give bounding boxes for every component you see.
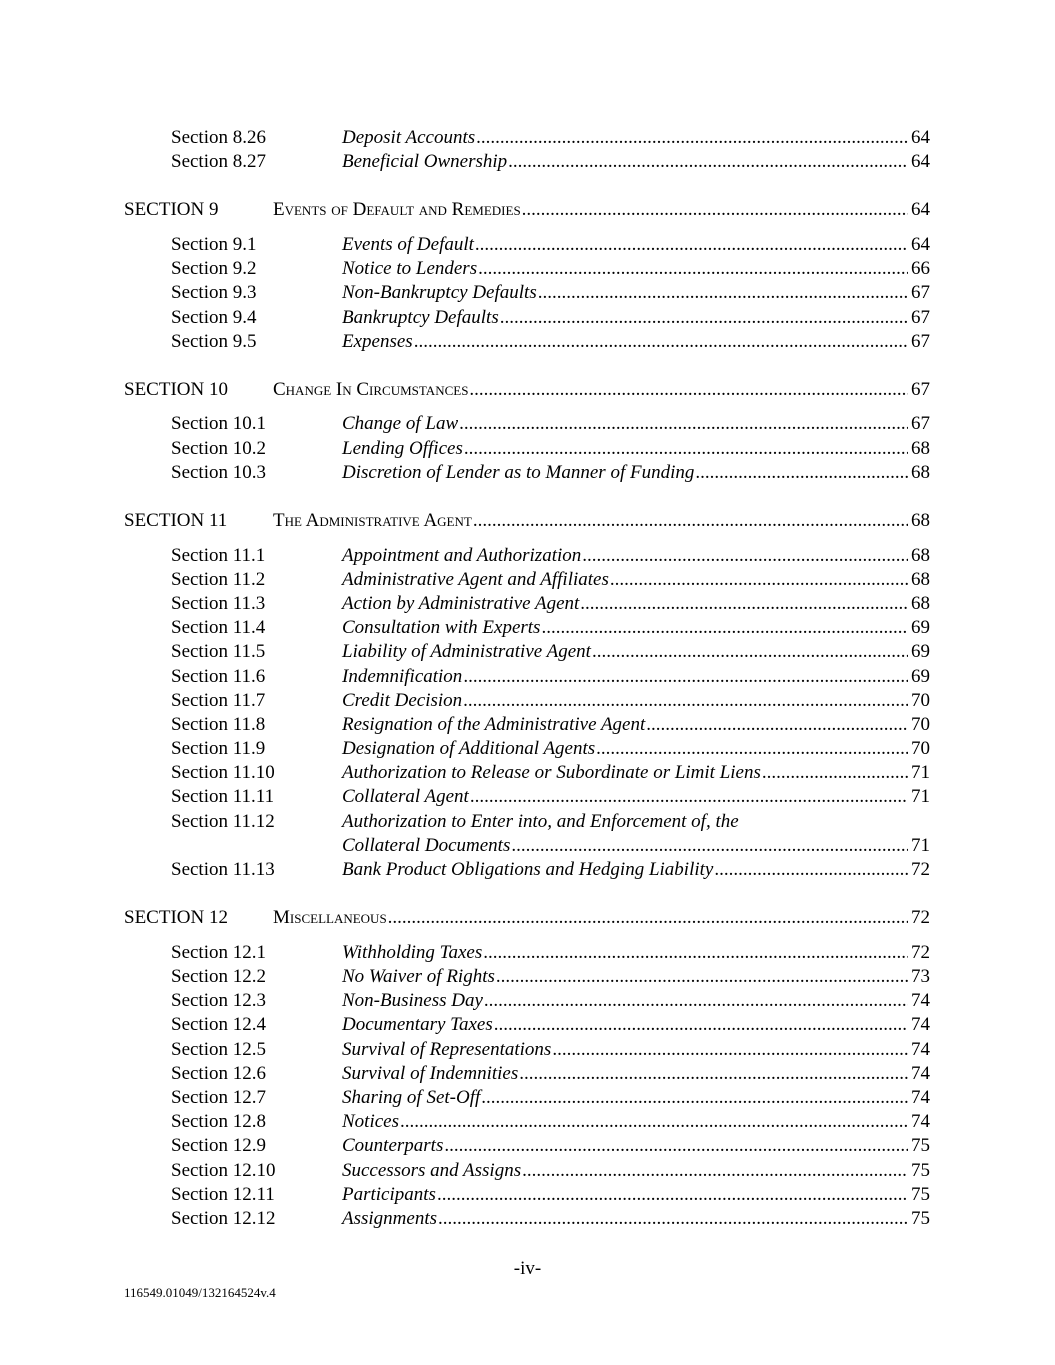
section-number: SECTION 12 xyxy=(124,907,228,929)
dot-leader xyxy=(522,198,908,222)
toc-entry-page: 72 xyxy=(911,859,930,881)
toc-entry-title: No Waiver of Rights xyxy=(342,966,495,987)
toc-entry xyxy=(124,989,930,1013)
toc-entry-title: Administrative Agent and Affiliates xyxy=(342,568,609,590)
toc-entry xyxy=(124,1159,930,1183)
toc-entry-number: Section 9.5 xyxy=(171,330,257,352)
dot-leader xyxy=(580,592,908,616)
toc-entry xyxy=(124,616,930,640)
toc-entry-number: Section 9.1 xyxy=(171,233,257,255)
toc-entry xyxy=(124,150,930,174)
dot-leader xyxy=(592,640,908,664)
document-id: 116549.01049/132164524v.4 xyxy=(124,1285,276,1300)
toc-entry xyxy=(124,1062,930,1086)
toc-entry xyxy=(124,281,930,305)
toc-entry-title: Notices xyxy=(342,1111,399,1133)
dot-leader xyxy=(414,330,908,354)
toc-entry-number: Section 11.10 xyxy=(171,762,275,784)
section-title: The Administrative Agent xyxy=(273,509,472,531)
toc-entry-number: Section 12.9 xyxy=(171,1135,266,1157)
toc-entry-number: Section 8.26 xyxy=(171,127,266,148)
section-title: Miscellaneous xyxy=(273,907,387,929)
dot-leader xyxy=(610,568,908,592)
toc-section-heading xyxy=(124,198,930,222)
toc-entry-number: Section 9.2 xyxy=(171,258,257,280)
dot-leader xyxy=(508,150,908,174)
toc-entry-page: 67 xyxy=(911,282,930,304)
toc-entry-page: 71 xyxy=(911,834,930,856)
dot-leader xyxy=(438,1207,908,1231)
section-number: SECTION 9 xyxy=(124,199,219,221)
toc-entry-title: Notice to Lenders xyxy=(342,258,478,280)
dot-leader xyxy=(646,713,908,737)
toc-entry xyxy=(124,412,930,436)
toc-entry-number: Section 12.11 xyxy=(171,1183,275,1205)
dot-leader xyxy=(388,906,908,930)
section-page: 72 xyxy=(911,907,930,929)
toc-entry xyxy=(124,965,930,989)
toc-entry xyxy=(124,592,930,616)
toc-entry-page: 70 xyxy=(911,713,930,735)
toc-entry-number: Section 11.11 xyxy=(171,786,275,808)
toc-entry-number: Section 10.1 xyxy=(171,413,266,435)
toc-entry xyxy=(124,713,930,737)
toc-entry-title: Liability of Administrative Agent xyxy=(342,641,591,663)
section-number: SECTION 11 xyxy=(124,509,228,531)
toc-entry-page: 71 xyxy=(911,786,930,808)
toc-entry-page: 74 xyxy=(911,1111,930,1133)
toc-entry-title: Consultation with Experts xyxy=(342,617,541,639)
table-of-contents xyxy=(124,126,930,1231)
dot-leader xyxy=(552,1038,908,1062)
toc-entry-number: Section 11.1 xyxy=(171,544,266,566)
toc-entry-number: Section 12.1 xyxy=(171,941,266,963)
dot-leader xyxy=(483,941,908,965)
toc-entry-number: Section 12.5 xyxy=(171,1038,266,1060)
toc-entry-page: 64 xyxy=(911,233,930,255)
toc-entry-number: Section 11.8 xyxy=(171,713,266,735)
dot-leader xyxy=(463,689,908,713)
toc-entry-number: Section 11.3 xyxy=(171,592,266,614)
toc-entry-title: Action by Administrative Agent xyxy=(342,592,580,614)
toc-entry xyxy=(124,1110,930,1134)
toc-entry-title: Participants xyxy=(342,1183,436,1205)
toc-section-heading xyxy=(124,509,930,533)
toc-entry xyxy=(124,1013,930,1037)
toc-entry-title: Credit Decision xyxy=(342,689,463,711)
toc-entry xyxy=(124,233,930,257)
dot-leader xyxy=(476,126,908,150)
dot-leader xyxy=(473,509,908,533)
dot-leader xyxy=(538,281,908,305)
dot-leader xyxy=(762,761,908,785)
toc-entry-page: 68 xyxy=(911,461,930,483)
toc-entry-number: Section 11.5 xyxy=(171,641,266,663)
toc-entry-number: Section 12.4 xyxy=(171,1014,266,1036)
toc-entry-page: 74 xyxy=(911,1014,930,1036)
toc-entry xyxy=(124,665,930,689)
toc-entry-continuation xyxy=(124,834,930,858)
dot-leader xyxy=(469,378,908,402)
toc-entry-title: Survival of Representations xyxy=(342,1038,552,1060)
toc-entry-title: Survival of Indemnities xyxy=(342,1062,519,1084)
toc-entry-page: 75 xyxy=(911,1183,930,1205)
section-title: Events of Default and Remedies xyxy=(273,199,521,221)
toc-entry-page: 70 xyxy=(911,689,930,711)
section-page: 67 xyxy=(911,378,930,400)
toc-entry-number: Section 8.27 xyxy=(171,151,266,173)
dot-leader xyxy=(459,412,908,436)
toc-entry xyxy=(124,257,930,281)
section-title: Change In Circumstances xyxy=(273,378,469,400)
toc-entry-title: Authorization to Enter into, and Enforcement of, the xyxy=(342,810,739,832)
toc-entry xyxy=(124,941,930,965)
toc-entry-title: Resignation of the Administrative Agent xyxy=(342,713,646,735)
toc-entry xyxy=(124,126,930,150)
dot-leader xyxy=(481,1086,908,1110)
toc-entry-number: Section 11.13 xyxy=(171,859,275,881)
toc-entry-number: Section 11.4 xyxy=(171,617,266,639)
toc-entry-page: 68 xyxy=(911,544,930,566)
dot-leader xyxy=(582,544,908,568)
page-number: -iv- xyxy=(513,1258,542,1279)
toc-entry-page: 74 xyxy=(911,1038,930,1060)
toc-entry-number: Section 12.12 xyxy=(171,1207,276,1229)
toc-entry-title: Bankruptcy Defaults xyxy=(342,306,499,328)
toc-entry-title: Counterparts xyxy=(342,1135,444,1157)
toc-entry-title: Indemnification xyxy=(342,665,463,687)
dot-leader xyxy=(475,233,908,257)
toc-entry-number: Section 11.12 xyxy=(171,810,275,832)
toc-entry-title: Withholding Taxes xyxy=(342,941,483,963)
toc-entry-page: 68 xyxy=(911,568,930,590)
toc-entry-title: Non-Business Day xyxy=(342,990,483,1012)
toc-entry-number: Section 9.3 xyxy=(171,282,257,304)
dot-leader xyxy=(541,616,908,640)
toc-entry-title: Non-Bankruptcy Defaults xyxy=(342,282,537,304)
toc-entry-number: Section 12.10 xyxy=(171,1159,276,1181)
toc-entry-title: Lending Offices xyxy=(342,437,463,459)
toc-entry-number: Section 10.2 xyxy=(171,437,266,459)
toc-entry-title: Beneficial Ownership xyxy=(342,151,508,173)
toc-entry-page: 74 xyxy=(911,1062,930,1084)
toc-entry xyxy=(124,640,930,664)
toc-entry xyxy=(124,689,930,713)
section-number: SECTION 10 xyxy=(124,378,228,400)
dot-leader xyxy=(400,1110,908,1134)
toc-entry-title: Successors and Assigns xyxy=(342,1159,522,1181)
toc-entry-title: Collateral Documents xyxy=(342,834,511,856)
toc-entry-number: Section 11.6 xyxy=(171,665,266,687)
dot-leader xyxy=(596,737,908,761)
toc-entry-page: 68 xyxy=(911,592,930,614)
dot-leader xyxy=(444,1134,908,1158)
toc-entry-title: Discretion of Lender as to Manner of Funding xyxy=(342,461,695,483)
toc-entry xyxy=(124,761,930,785)
toc-entry-page: 64 xyxy=(911,151,930,173)
toc-entry-page: 67 xyxy=(911,306,930,328)
toc-entry xyxy=(124,1183,930,1207)
toc-entry-page: 75 xyxy=(911,1159,930,1181)
toc-entry-number: Section 11.7 xyxy=(171,689,266,711)
toc-entry-number: Section 11.2 xyxy=(171,568,266,590)
dot-leader xyxy=(496,965,908,989)
section-page: 64 xyxy=(911,199,930,221)
dot-leader xyxy=(478,257,908,281)
dot-leader xyxy=(484,989,908,1013)
dot-leader xyxy=(714,858,908,882)
toc-entry-title: Collateral Agent xyxy=(342,786,469,808)
toc-entry xyxy=(124,544,930,568)
toc-entry-title: Expenses xyxy=(342,330,413,352)
toc-entry xyxy=(124,306,930,330)
toc-entry-title: Sharing of Set-Off xyxy=(342,1086,481,1108)
toc-entry-page: 74 xyxy=(911,990,930,1012)
toc-entry xyxy=(124,330,930,354)
dot-leader xyxy=(463,665,908,689)
toc-entry-page: 75 xyxy=(911,1207,930,1229)
toc-entry xyxy=(124,1134,930,1158)
section-page: 68 xyxy=(911,509,930,531)
toc-entry xyxy=(124,461,930,485)
toc-entry-title: Bank Product Obligations and Hedging Liability xyxy=(342,859,714,881)
dot-leader xyxy=(511,834,908,858)
toc-entry-title: Change of Law xyxy=(342,413,459,435)
dot-leader xyxy=(500,306,908,330)
dot-leader xyxy=(522,1159,908,1183)
toc-entry-title: Assignments xyxy=(342,1207,437,1229)
toc-entry-page: 66 xyxy=(911,258,930,280)
dot-leader xyxy=(437,1183,908,1207)
toc-entry-number: Section 12.2 xyxy=(171,966,266,987)
toc-entry-title: Authorization to Release or Subordinate or Limit Liens xyxy=(342,762,761,784)
dot-leader xyxy=(470,785,908,809)
dot-leader xyxy=(695,461,908,485)
toc-entry-number: Section 9.4 xyxy=(171,306,257,328)
toc-entry-page: 70 xyxy=(911,738,930,760)
toc-entry-page: 75 xyxy=(911,1135,930,1157)
toc-entry-title: Documentary Taxes xyxy=(342,1014,493,1036)
toc-entry xyxy=(124,568,930,592)
toc-entry xyxy=(124,1038,930,1062)
toc-entry-number: Section 12.6 xyxy=(171,1062,266,1084)
toc-entry-number: Section 12.8 xyxy=(171,1111,266,1133)
toc-entry-page: 69 xyxy=(911,617,930,639)
toc-entry-number: Section 10.3 xyxy=(171,461,266,483)
dot-leader xyxy=(464,437,908,461)
toc-entry xyxy=(124,858,930,882)
dot-leader xyxy=(519,1062,908,1086)
dot-leader xyxy=(494,1013,908,1037)
toc-section-heading xyxy=(124,378,930,402)
toc-entry-page: 68 xyxy=(911,437,930,459)
toc-entry-title: Events of Default xyxy=(342,233,474,255)
toc-entry-page: 64 xyxy=(911,127,930,148)
toc-entry-page: 67 xyxy=(911,330,930,352)
toc-entry-number: Section 12.3 xyxy=(171,990,266,1012)
toc-entry-page: 72 xyxy=(911,941,930,963)
toc-entry xyxy=(124,437,930,461)
toc-entry xyxy=(124,737,930,761)
toc-entry-page: 69 xyxy=(911,665,930,687)
toc-entry-title: Designation of Additional Agents xyxy=(342,738,596,760)
toc-entry xyxy=(124,1207,930,1231)
toc-entry xyxy=(124,785,930,809)
toc-entry-page: 67 xyxy=(911,413,930,435)
toc-entry-page: 73 xyxy=(911,966,930,987)
toc-entry-page: 74 xyxy=(911,1086,930,1108)
toc-entry-number: Section 11.9 xyxy=(171,738,266,760)
toc-section-heading xyxy=(124,906,930,930)
toc-entry-page: 71 xyxy=(911,762,930,784)
toc-entry-page: 69 xyxy=(911,641,930,663)
toc-entry-title: Deposit Accounts xyxy=(342,127,476,148)
toc-entry-number: Section 12.7 xyxy=(171,1086,266,1108)
toc-entry-title: Appointment and Authorization xyxy=(342,544,582,566)
toc-entry xyxy=(124,1086,930,1110)
toc-entry xyxy=(124,810,930,834)
